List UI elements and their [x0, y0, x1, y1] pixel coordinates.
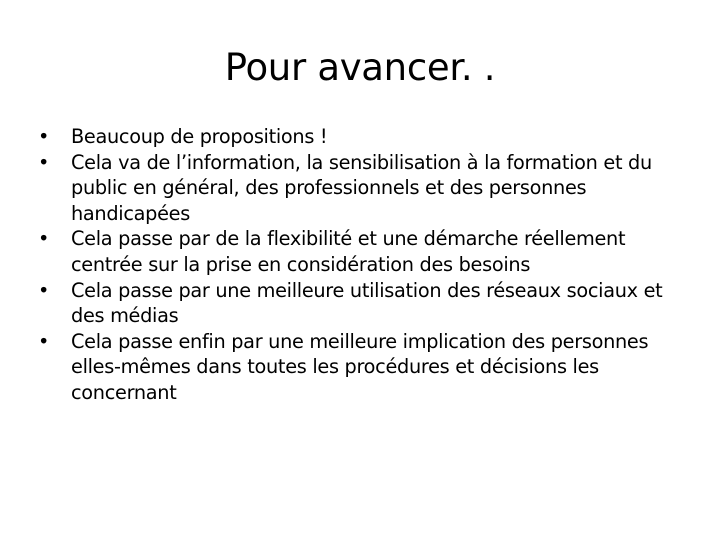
bullet-text: Cela passe par une meilleure utilisation des réseaux sociaux et des médias	[71, 278, 663, 328]
bullet-text: Cela va de l’information, la sensibilisation à la formation et du public en général, des professionnels et des personnes handicapées	[71, 150, 652, 225]
bullet-icon: •	[38, 227, 50, 251]
bullet-text: Cela passe par de la flexibilité et une démarche réellement centrée sur la prise en considération des besoins	[71, 227, 626, 276]
bullet-item	[36, 329, 676, 406]
bullet-text: Beaucoup de propositions !	[71, 125, 328, 148]
bullet-icon: •	[38, 150, 50, 174]
bullet-item	[36, 226, 676, 277]
bullet-icon: •	[38, 278, 50, 302]
bullet-icon: •	[38, 125, 50, 148]
bullet-list	[36, 124, 676, 406]
bullet-item	[36, 278, 676, 329]
bullet-icon: •	[38, 329, 50, 353]
slide-title: Pour avancer. .	[224, 46, 496, 89]
bullet-text: Cela passe enfin par une meilleure implication des personnes elles-mêmes dans toutes les procédures et décisions les concernant	[71, 329, 649, 404]
bullet-item	[36, 150, 676, 227]
bullet-item	[36, 124, 676, 150]
